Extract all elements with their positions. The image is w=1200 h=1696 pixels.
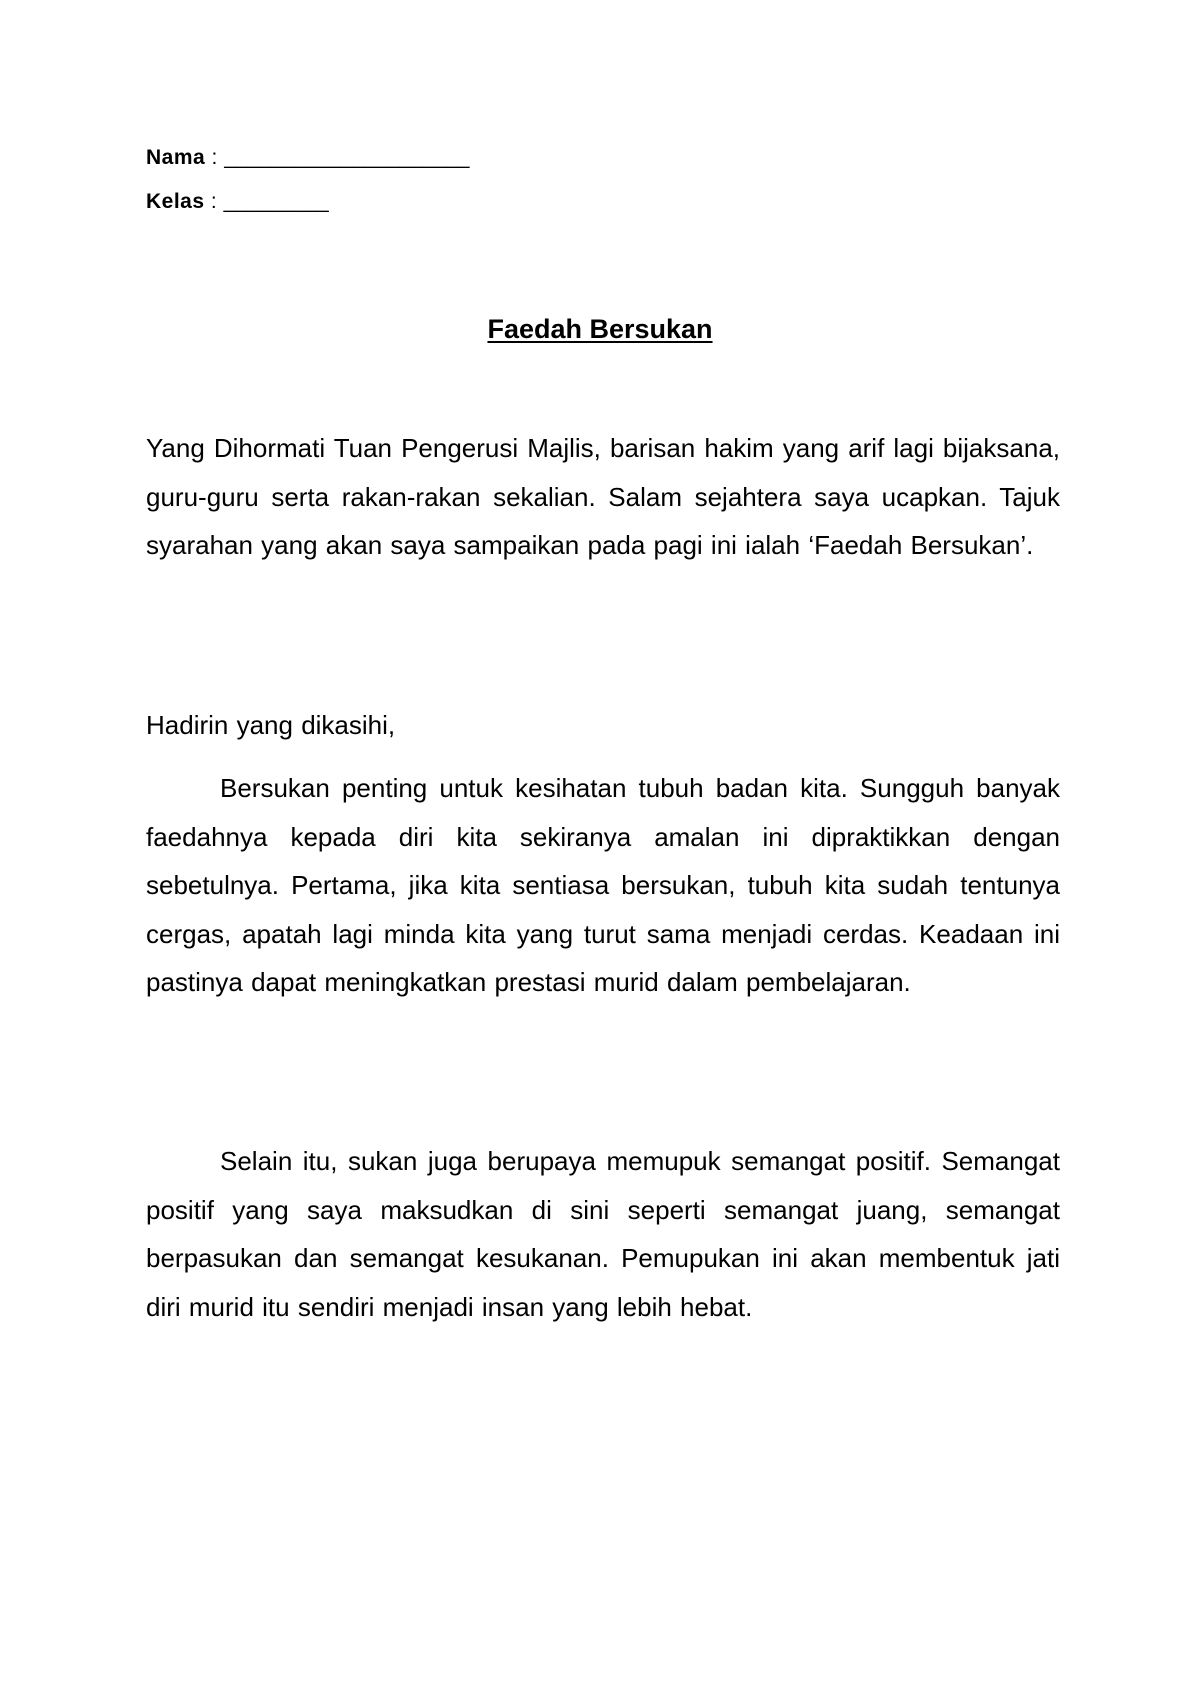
body-paragraph-1: Bersukan penting untuk kesihatan tubuh badan kita. Sungguh banyak faedahnya kepada diri kita sekiranya amalan ini dipraktikkan dengan sebetulnya. Pertama, jika kita sentiasa bersukan, tubuh kita sudah tentunya cergas, apatah lagi minda kita yang turut sama menjadi cerdas. Keadaan ini pastinya dapat meningkatkan prestasi murid dalam pembelajaran. [146,773,1060,997]
class-blank-line: _________ [223,190,329,213]
class-label: Kelas [146,190,205,213]
salutation-text: Hadirin yang dikasihi, [146,710,396,740]
name-blank-line: _____________________ [224,146,470,169]
document-title: Faedah Bersukan [487,314,713,344]
body-paragraph-2-block [146,1137,1060,1331]
name-label: Nama [146,146,206,169]
body-paragraph-1-block [146,764,1060,1007]
name-colon: : [205,146,225,169]
opening-paragraph-block [146,424,1060,570]
class-colon: : [204,190,224,213]
name-field [146,146,469,170]
class-field [146,190,329,214]
salutation-block [146,701,1060,750]
opening-paragraph: Yang Dihormati Tuan Pengerusi Majlis, barisan hakim yang arif lagi bijaksana, guru-guru serta rakan-rakan sekalian. Salam sejahtera saya ucapkan. Tajuk syarahan yang akan saya sampaikan pada pagi ini ialah ‘Faedah Bersukan’. [146,433,1060,560]
body-paragraph-2: Selain itu, sukan juga berupaya memupuk semangat positif. Semangat positif yang saya maksudkan di sini seperti semangat juang, semangat berpasukan dan semangat kesukanan. Pemupukan ini akan membentuk jati diri murid itu sendiri menjadi insan yang lebih hebat. [146,1146,1060,1322]
